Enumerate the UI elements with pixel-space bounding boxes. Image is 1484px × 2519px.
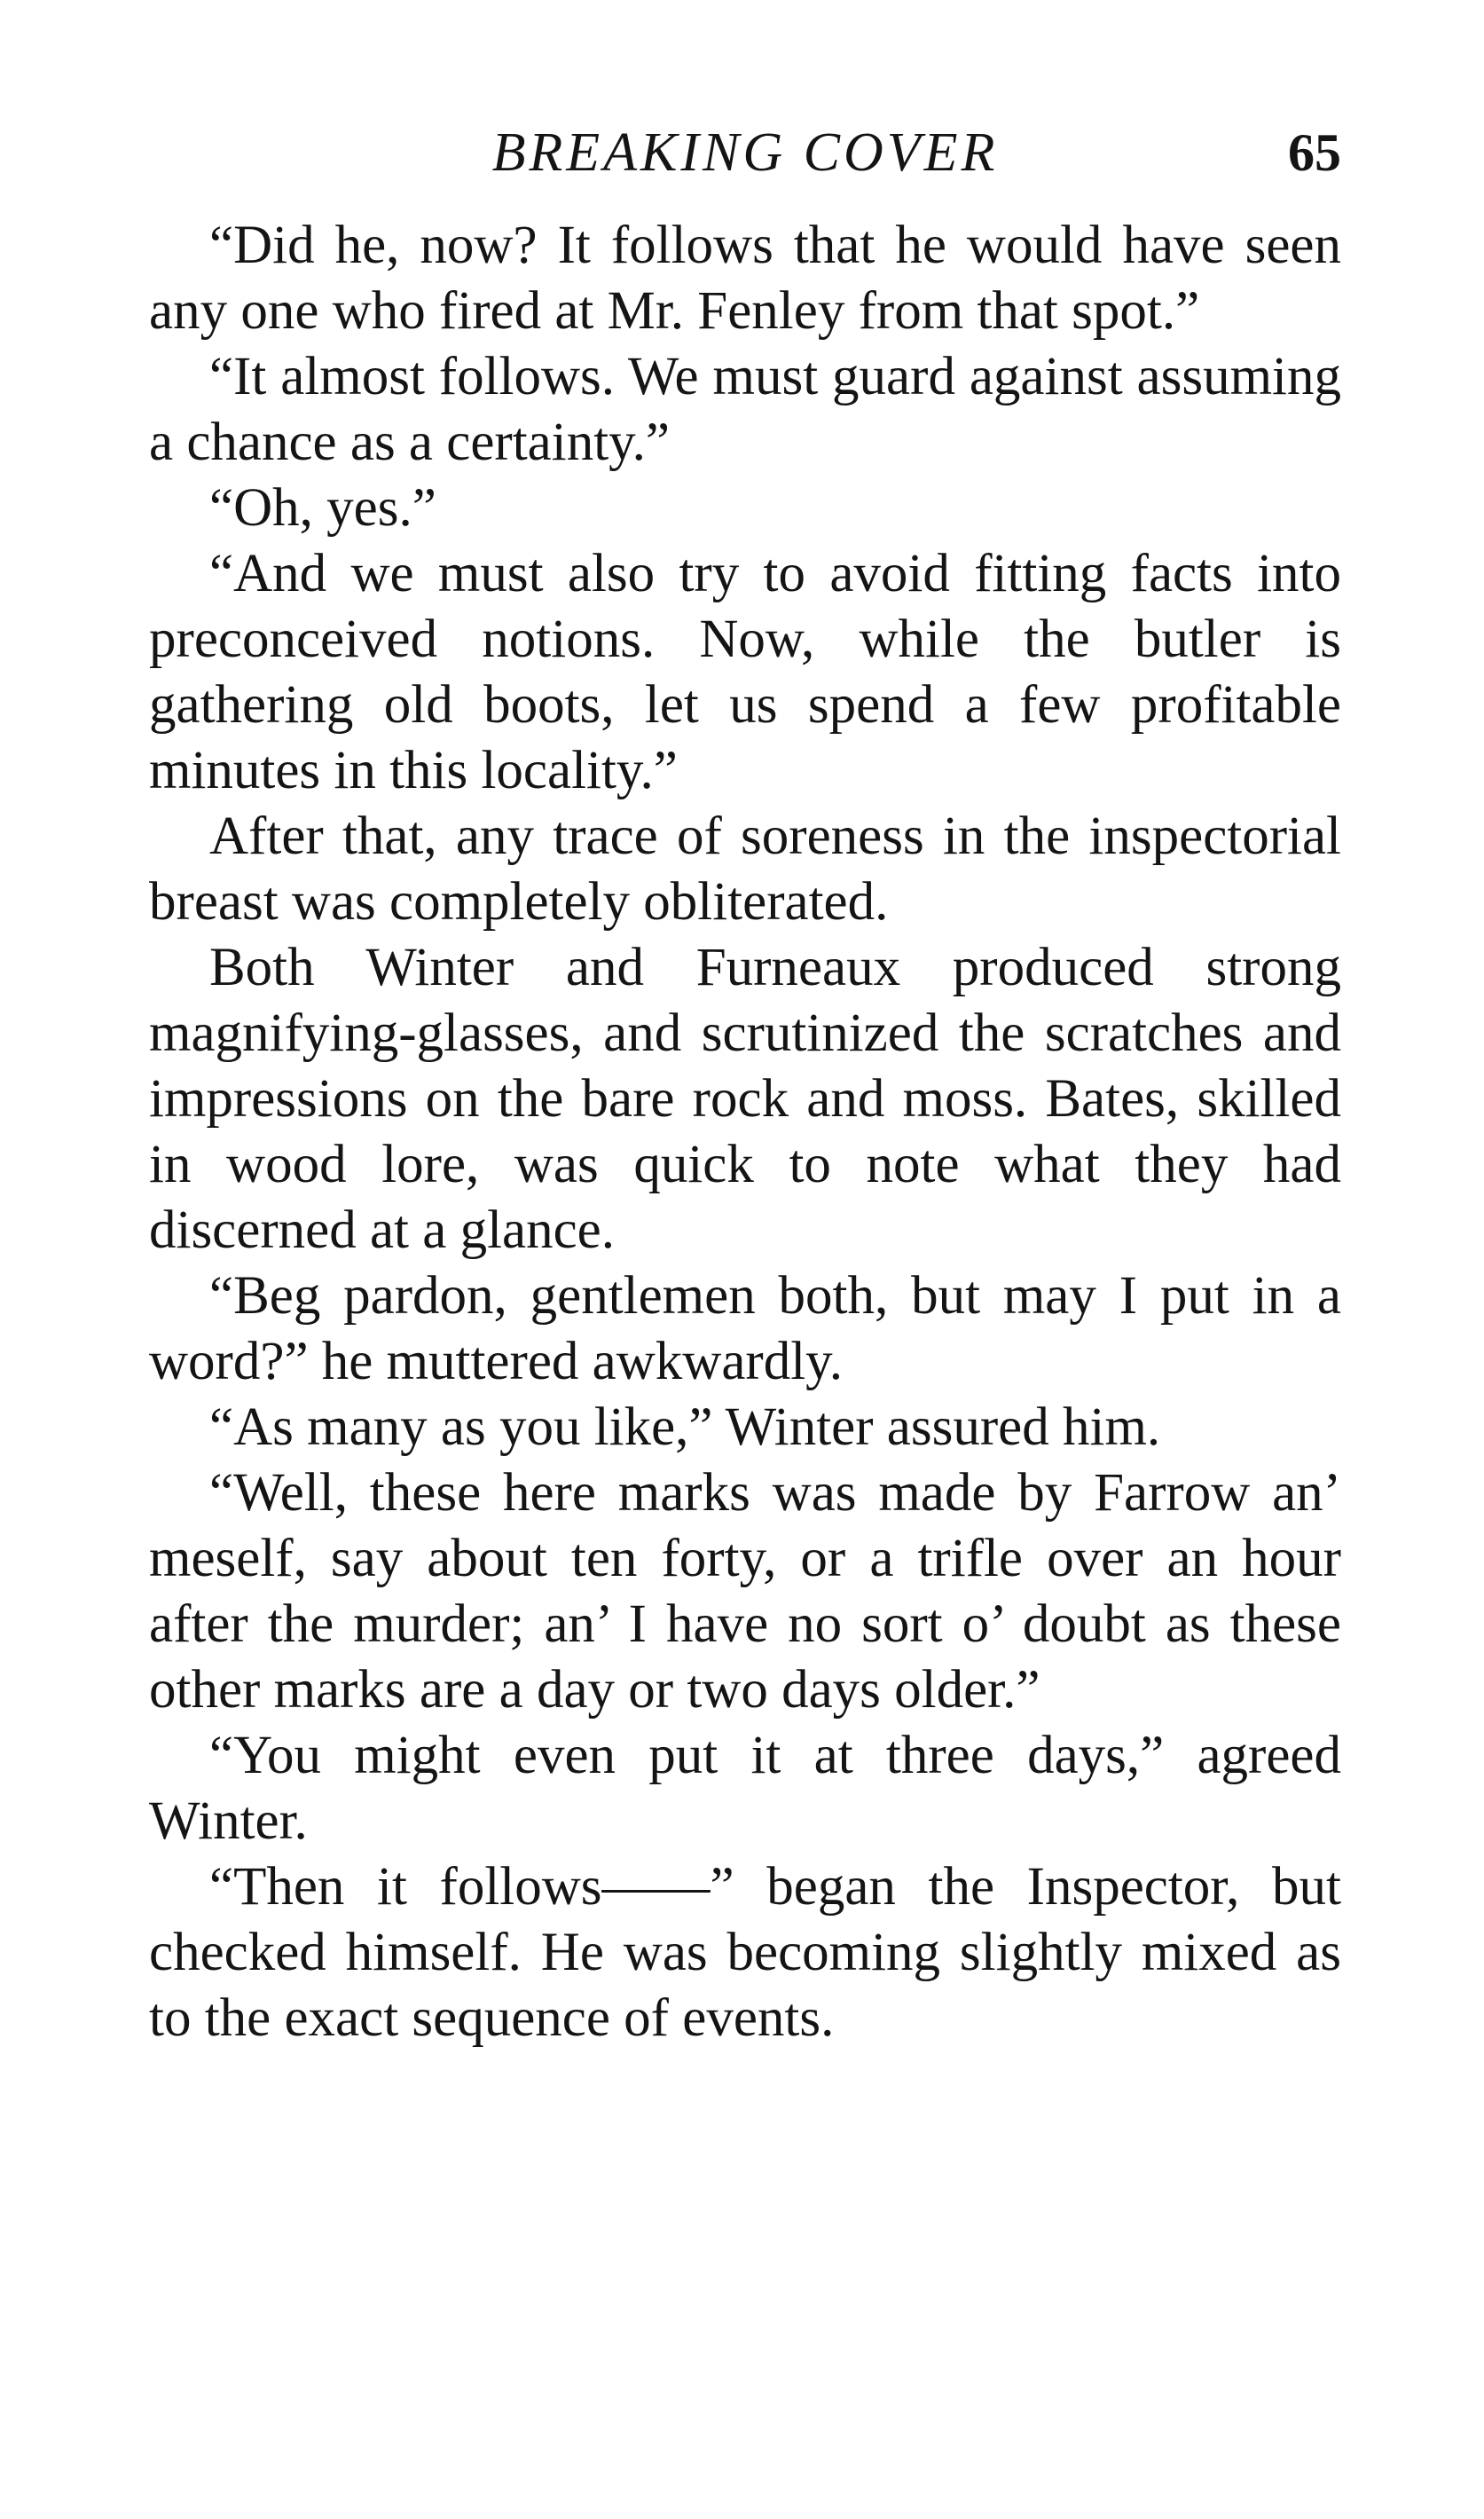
paragraph: “Beg pardon, gentlemen both, but may I put in a word?” he muttered awkwardly. bbox=[149, 1266, 1341, 1391]
paragraph: “You might even put it at three days,” agreed Winter. bbox=[149, 1726, 1341, 1851]
paragraph: “Then it follows——” began the Inspector, but checked himself. He was becoming slightly mixed as to the exact sequence of events. bbox=[149, 1857, 1341, 2048]
running-head bbox=[149, 117, 1341, 188]
paragraph: “And we must also try to avoid fitting facts into preconceived notions. Now, while the butler is gathering old boots, let us spend a few profitable minutes in this locality.” bbox=[149, 544, 1341, 800]
page-number: 65 bbox=[1288, 123, 1341, 182]
paragraph: “It almost follows. We must guard against assuming a chance as a certainty.” bbox=[149, 347, 1341, 472]
paragraph: “As many as you like,” Winter assured him. bbox=[209, 1397, 1161, 1457]
paragraph: “Did he, now? It follows that he would have seen any one who fired at Mr. Fenley from that spot.” bbox=[149, 216, 1341, 341]
paragraph: After that, any trace of soreness in the inspectorial breast was completely obliterated. bbox=[149, 807, 1341, 932]
paragraph: “Oh, yes.” bbox=[209, 478, 436, 538]
paragraph: Both Winter and Furneaux produced strong magnifying-glasses, and scrutinized the scratches and impressions on the bare rock and moss. Bates, skilled in wood lore, was quick to note what they had discerned at a glance. bbox=[149, 938, 1341, 1260]
paragraph: “Well, these here marks was made by Farrow an’ meself, say about ten forty, or a trifle over an hour after the murder; an’ I have no sort o’ doubt as these other marks are a day or two days older.” bbox=[149, 1463, 1341, 1720]
running-title: BREAKING COVER bbox=[491, 122, 999, 183]
body-text bbox=[149, 213, 1341, 2051]
